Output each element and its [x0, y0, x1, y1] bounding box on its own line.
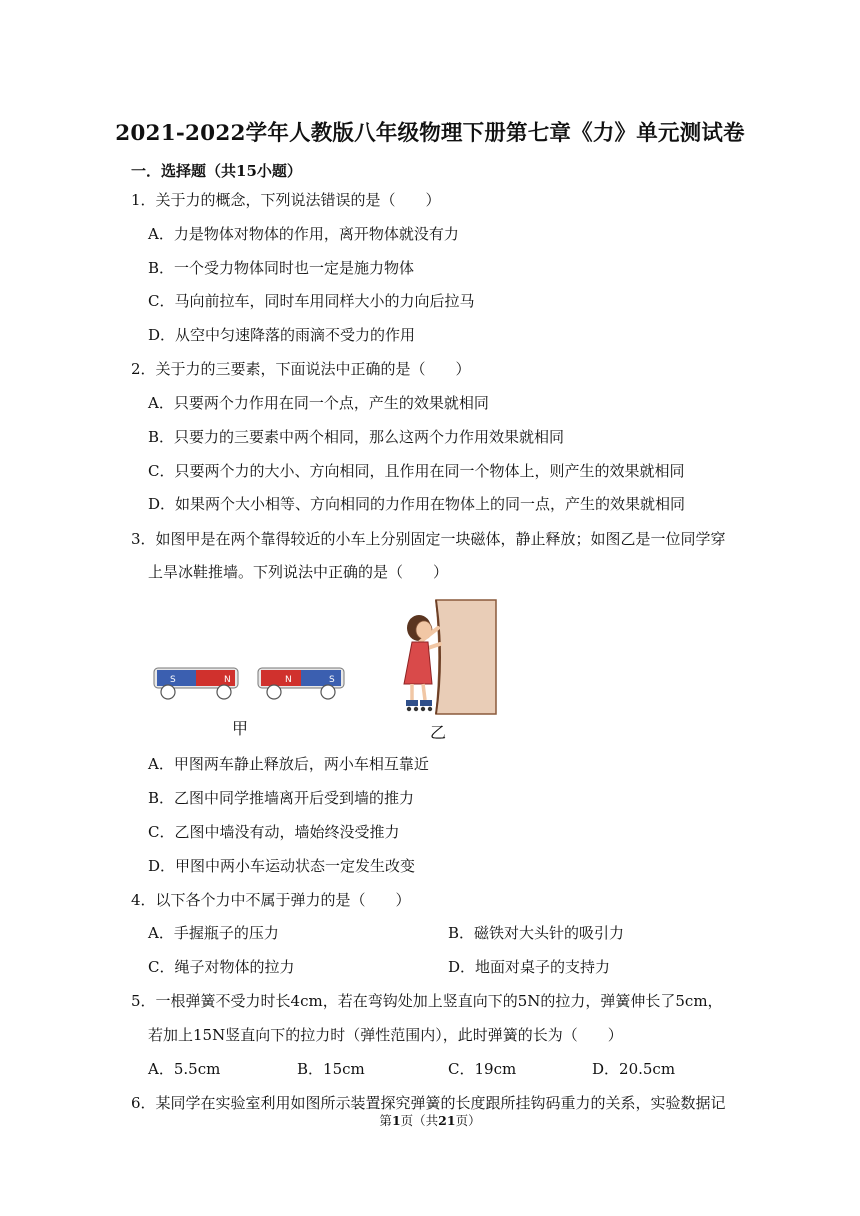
figure-label-yi: 乙 — [430, 723, 447, 742]
magnet-label-2: N — [224, 675, 231, 685]
magnet-label-3: N — [285, 675, 292, 685]
footer-middle: 页（共 — [400, 1113, 439, 1128]
question-5-stem-line1: 5．一根弹簧不受力时长4cm，若在弯钩处加上竖直向下的5N的拉力，弹簧伸长了5cm， — [131, 992, 723, 1010]
page-title: 2021-2022学年人教版八年级物理下册第七章《力》单元测试卷 — [115, 121, 745, 146]
figure-label-jia: 甲 — [232, 719, 249, 738]
magnet-label-1: S — [170, 675, 176, 685]
question-4-option-a: A．手握瓶子的压力 — [148, 924, 279, 942]
question-3-stem-line2: 上旱冰鞋推墙。下列说法中正确的是（ ） — [148, 563, 449, 581]
footer-total-pages: 21 — [438, 1113, 456, 1128]
question-5-option-c: C．19cm — [448, 1060, 517, 1078]
question-4-option-c: C．绳子对物体的拉力 — [148, 958, 295, 976]
question-1-stem: 1．关于力的概念，下列说法错误的是（ ） — [131, 191, 441, 209]
girl-pushing-wall-figure — [392, 598, 498, 716]
footer-page-number: 1 — [391, 1113, 401, 1128]
question-2-option-a: A．只要两个力作用在同一个点，产生的效果就相同 — [148, 394, 489, 412]
question-4-option-b: B．磁铁对大头针的吸引力 — [448, 924, 625, 942]
section-heading: 一．选择题（共15小题） — [131, 162, 302, 180]
question-3-option-d: D．甲图中两小车运动状态一定发生改变 — [148, 857, 416, 875]
question-1-option-c: C．马向前拉车，同时车用同样大小的力向后拉马 — [148, 292, 475, 310]
question-4-stem: 4．以下各个力中不属于弹力的是（ ） — [131, 891, 411, 909]
question-1-option-a: A．力是物体对物体的作用，离开物体就没有力 — [148, 225, 459, 243]
page-footer — [0, 1111, 860, 1129]
magnet-carts-figure — [148, 656, 358, 702]
footer-suffix: 页） — [455, 1113, 481, 1128]
question-1-option-b: B．一个受力物体同时也一定是施力物体 — [148, 259, 415, 277]
question-3-option-a: A．甲图两车静止释放后，两小车相互靠近 — [148, 755, 429, 773]
question-2-option-c: C．只要两个力的大小、方向相同，且作用在同一个物体上，则产生的效果就相同 — [148, 462, 685, 480]
question-5-stem-line2: 若加上15N竖直向下的拉力时（弹性范围内），此时弹簧的长为（ ） — [148, 1026, 623, 1044]
question-2-stem: 2．关于力的三要素，下面说法中正确的是（ ） — [131, 360, 471, 378]
question-5-option-d: D．20.5cm — [592, 1060, 676, 1078]
question-2-option-d: D．如果两个大小相等、方向相同的力作用在物体上的同一点，产生的效果就相同 — [148, 495, 686, 513]
magnet-label-4: S — [329, 675, 335, 685]
question-6-stem-line1: 6．某同学在实验室利用如图所示装置探究弹簧的长度跟所挂钩码重力的关系，实验数据记 — [131, 1094, 726, 1112]
magnet-cart-left — [154, 668, 238, 699]
question-3-option-c: C．乙图中墙没有动，墙始终没受推力 — [148, 823, 400, 841]
question-3-option-b: B．乙图中同学推墙离开后受到墙的推力 — [148, 789, 415, 807]
question-5-option-a: A．5.5cm — [148, 1060, 221, 1078]
question-1-option-d: D．从空中匀速降落的雨滴不受力的作用 — [148, 326, 416, 344]
question-4-option-d: D．地面对桌子的支持力 — [448, 958, 611, 976]
question-5-option-b: B．15cm — [297, 1060, 365, 1078]
question-3-stem-line1: 3．如图甲是在两个靠得较近的小车上分别固定一块磁体，静止释放；如图乙是一位同学穿 — [131, 530, 726, 548]
question-2-option-b: B．只要力的三要素中两个相同，那么这两个力作用效果就相同 — [148, 428, 565, 446]
footer-prefix: 第 — [379, 1113, 392, 1128]
magnet-cart-right — [258, 668, 344, 699]
